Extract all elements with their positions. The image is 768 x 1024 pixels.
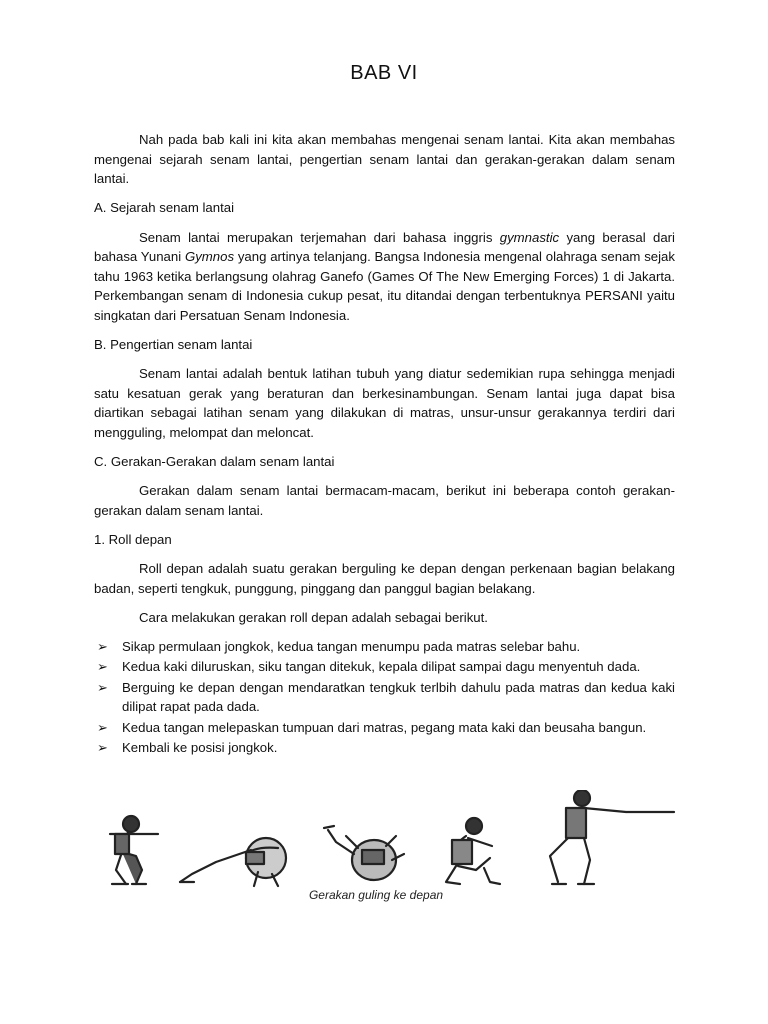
forward-roll-illustration [96,790,676,910]
squat-start-figure [110,816,158,884]
section-a-text-3: yang artinya telanjang. Bangsa Indonesia mengenal olahraga senam sejak tahu 1963 ketika berlangsung olahrag Ganefo (Games Of The New Emerging Forces) 1 di Jakarta. Perkembangan senam di Indonesia cukup pesat, itu ditandai dengan terbentuknya PERSANI yaitu singkatan dari Persatuan Senam Indonesia. [94,249,675,323]
section-a-text-2: yang berasal dari bahasa Yunani [94,229,675,264]
list-item [94,637,675,657]
list-item [94,718,675,738]
step-text: Kedua tangan melepaskan tumpuan dari matras, pegang mata kaki dan beusaha bangun. [122,719,647,735]
section-a-heading: A. Sejarah senam lantai [94,200,235,215]
term-gymnastic: gymnastic [499,229,560,245]
section-c-paragraph: Gerakan dalam senam lantai bermacam-macam, berikut ini beberapa contoh gerakan-gerakan dalam senam lantai. [94,483,675,518]
figure-caption: Gerakan guling ke depan [308,888,444,902]
section-a-text-1: Senam lantai merupakan terjemahan dari bahasa inggris [139,229,500,245]
chapter-title: BAB VI [350,62,418,84]
step-text: Sikap permulaan jongkok, kedua tangan menumpu pada matras selebar bahu. [122,638,581,654]
steps-list [94,637,675,758]
section-b-paragraph: Senam lantai adalah bentuk latihan tubuh yang diatur sedemikian rupa sehingga menjadi satu kesatuan gerak yang beraturan dan berkesinambungan. Senam lantai juga dapat bisa diartikan sebagai latihan senam yang dilakukan di matras, unsur-unsur gerakannya terdiri dari mengguling, melompat dan meloncat. [94,366,675,440]
term-gymnos: Gymnos [184,249,235,264]
section-a-paragraph [94,228,675,326]
section-1-heading: 1. Roll depan [94,531,172,547]
arrow-bullet-icon: ➢ [97,719,108,735]
gymnast-sequence-drawing [96,790,676,890]
steps-intro: Cara melakukan gerakan roll depan adalah sebagai berikut. [139,609,488,625]
intro-paragraph: Nah pada bab kali ini kita akan membahas mengenai senam lantai. Kita akan membahas mengenai sejarah senam lantai, pengertian senam lantai dan gerakan-gerakan dalam senam lantai. [94,132,675,186]
list-item [94,738,675,758]
arrow-bullet-icon: ➢ [97,740,108,755]
section-1-paragraph: Roll depan adalah suatu gerakan berguling ke depan dengan perkenaan bagian belakang badan, seperti tengkuk, punggung, pinggang dan panggul bagian belakang. [94,561,675,596]
document-body [94,130,675,759]
step-text: Kedua kaki diluruskan, siku tangan ditekuk, kepala dilipat sampai dagu menyentuh dada. [122,659,641,674]
section-c-heading: C. Gerakan-Gerakan dalam senam lantai [94,453,335,469]
stand-up-figure [550,790,674,884]
arrow-bullet-icon: ➢ [97,679,108,695]
arrow-bullet-icon: ➢ [97,659,108,674]
rolling-figure [324,826,404,880]
list-item [94,678,675,717]
section-b-heading: B. Pengertian senam lantai [94,336,253,352]
tucked-figure [446,818,500,884]
list-item [94,657,675,677]
step-text: Kembali ke posisi jongkok. [122,740,278,755]
arrow-bullet-icon: ➢ [97,638,108,654]
step-text: Berguing ke depan dengan mendaratkan tengkuk terlbih dahulu pada matras dan kedua kaki dilipat rapat pada dada. [122,679,675,714]
hands-down-figure [180,838,286,886]
